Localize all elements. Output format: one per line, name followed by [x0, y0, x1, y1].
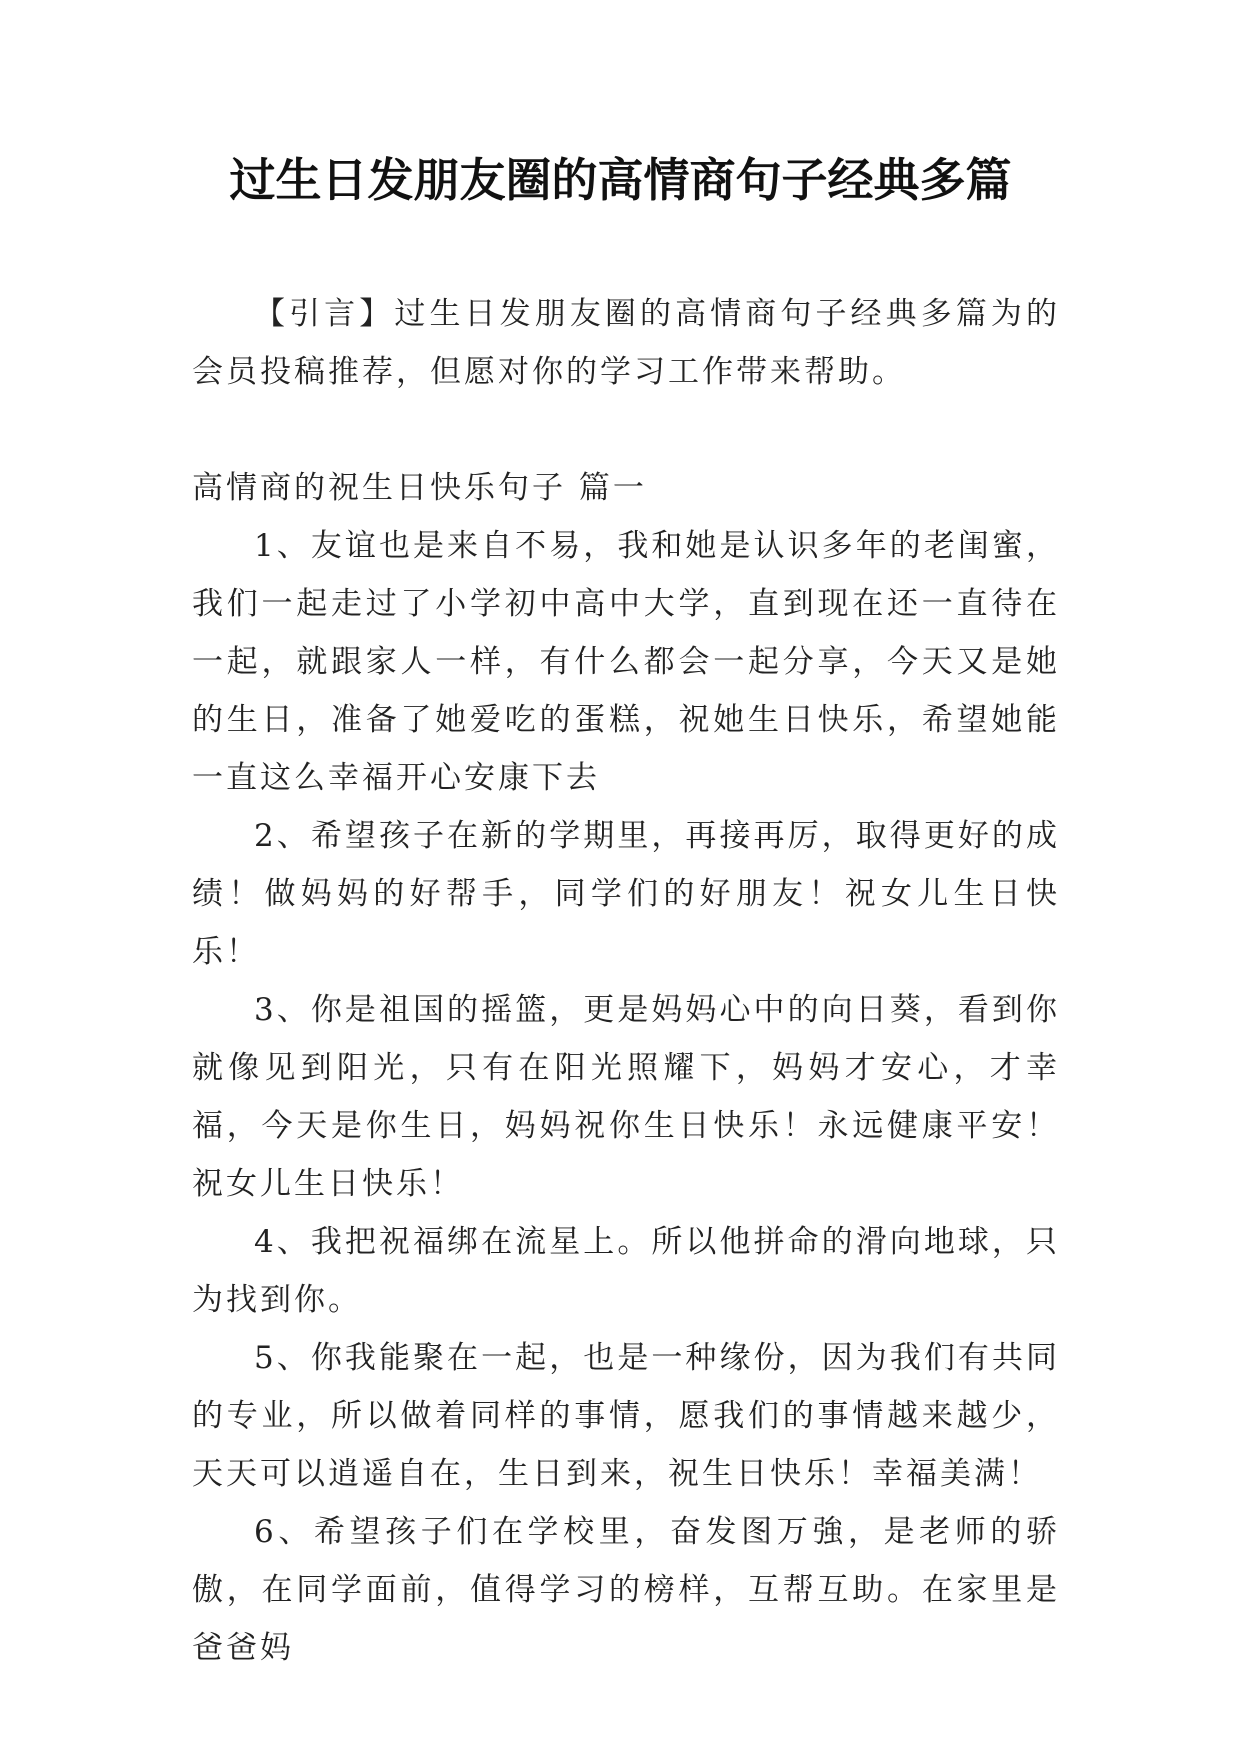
paragraph-3: 3、你是祖国的摇篮，更是妈妈心中的向日葵，看到你就像见到阳光，只有在阳光照耀下，妈妈才安心，才幸福，今天是你生日，妈妈祝你生日快乐！永远健康平安！祝女儿生日快乐！ [192, 992, 1060, 1202]
paragraph-5: 5、你我能聚在一起，也是一种缘份，因为我们有共同的专业，所以做着同样的事情，愿我们的事情越来越少，天天可以逍遥自在，生日到来，祝生日快乐！幸福美满！ [192, 1340, 1060, 1492]
document-body [192, 285, 1060, 1677]
section-heading: 高情商的祝生日快乐句子 篇一 [192, 470, 647, 506]
paragraph-2: 2、希望孩子在新的学期里，再接再厉，取得更好的成绩！做妈妈的好帮手，同学们的好朋友！祝女儿生日快乐！ [192, 818, 1060, 970]
paragraph-1: 1、友谊也是来自不易，我和她是认识多年的老闺蜜，我们一起走过了小学初中高中大学，直到现在还一直待在一起，就跟家人一样，有什么都会一起分享，今天又是她的生日，准备了她爱吃的蛋糕，祝她生日快乐，希望她能一直这么幸福开心安康下去 [192, 528, 1060, 796]
paragraph-6: 6、希望孩子们在学校里，奋发图万強，是老师的骄傲，在同学面前，值得学习的榜样，互帮互助。在家里是爸爸妈 [192, 1514, 1060, 1666]
paragraph-4: 4、我把祝福绑在流星上。所以他拼命的滑向地球，只为找到你。 [192, 1224, 1060, 1318]
intro-paragraph: 【引言】过生日发朋友圈的高情商句子经典多篇为的会员投稿推荐，但愿对你的学习工作带来帮助。 [192, 296, 1060, 390]
document-title: 过生日发朋友圈的高情商句子经典多篇 [229, 153, 1012, 207]
